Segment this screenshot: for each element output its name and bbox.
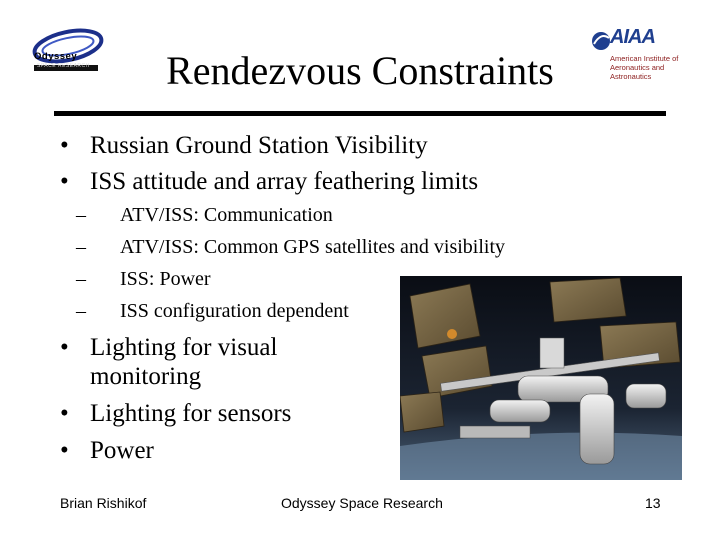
sub-bullet-text: ISS configuration dependent	[120, 300, 349, 322]
title-rule	[54, 111, 666, 116]
odyssey-logo-name: Odyssey	[34, 51, 78, 62]
aiaa-logo-name: AIAA	[610, 26, 655, 48]
bullet-dot: •	[60, 437, 69, 464]
aiaa-logo	[590, 26, 700, 86]
bullet-text: Lighting for sensors	[90, 400, 292, 427]
bullet-text: Lighting for visual	[90, 334, 278, 361]
footer-organization: Odyssey Space Research	[281, 495, 443, 511]
bullet-dot: •	[60, 334, 69, 361]
sub-bullet-text: ISS: Power	[120, 268, 211, 290]
bullet-text: Russian Ground Station Visibility	[90, 132, 428, 159]
bullet-dot: •	[60, 400, 69, 427]
space-station-image	[400, 276, 682, 480]
bullet-dot: •	[60, 132, 69, 159]
sub-bullet-dash: –	[76, 236, 86, 258]
sub-bullet-text: ATV/ISS: Communication	[120, 204, 333, 226]
slide-title: Rendezvous Constraints	[166, 48, 554, 93]
sub-bullet-dash: –	[76, 204, 86, 226]
odyssey-logo-tagline: SPACE RESEARCH	[37, 63, 90, 69]
sub-bullet-dash: –	[76, 268, 86, 290]
bullet-text: ISS attitude and array feathering limits	[90, 168, 479, 195]
footer-author: Brian Rishikof	[60, 495, 147, 511]
odyssey-logo	[26, 24, 106, 80]
footer-page-number: 13	[645, 495, 661, 511]
bullet-text: Power	[90, 437, 154, 464]
bullet-text: monitoring	[90, 363, 202, 390]
sub-bullet-text: ATV/ISS: Common GPS satellites and visibility	[120, 236, 506, 258]
aiaa-logo-subtitle: American Institute of Aeronautics and Astronautics	[610, 54, 679, 81]
odyssey-logo-bar	[34, 65, 98, 71]
bullet-dot: •	[60, 168, 69, 195]
sub-bullet-dash: –	[76, 300, 86, 322]
